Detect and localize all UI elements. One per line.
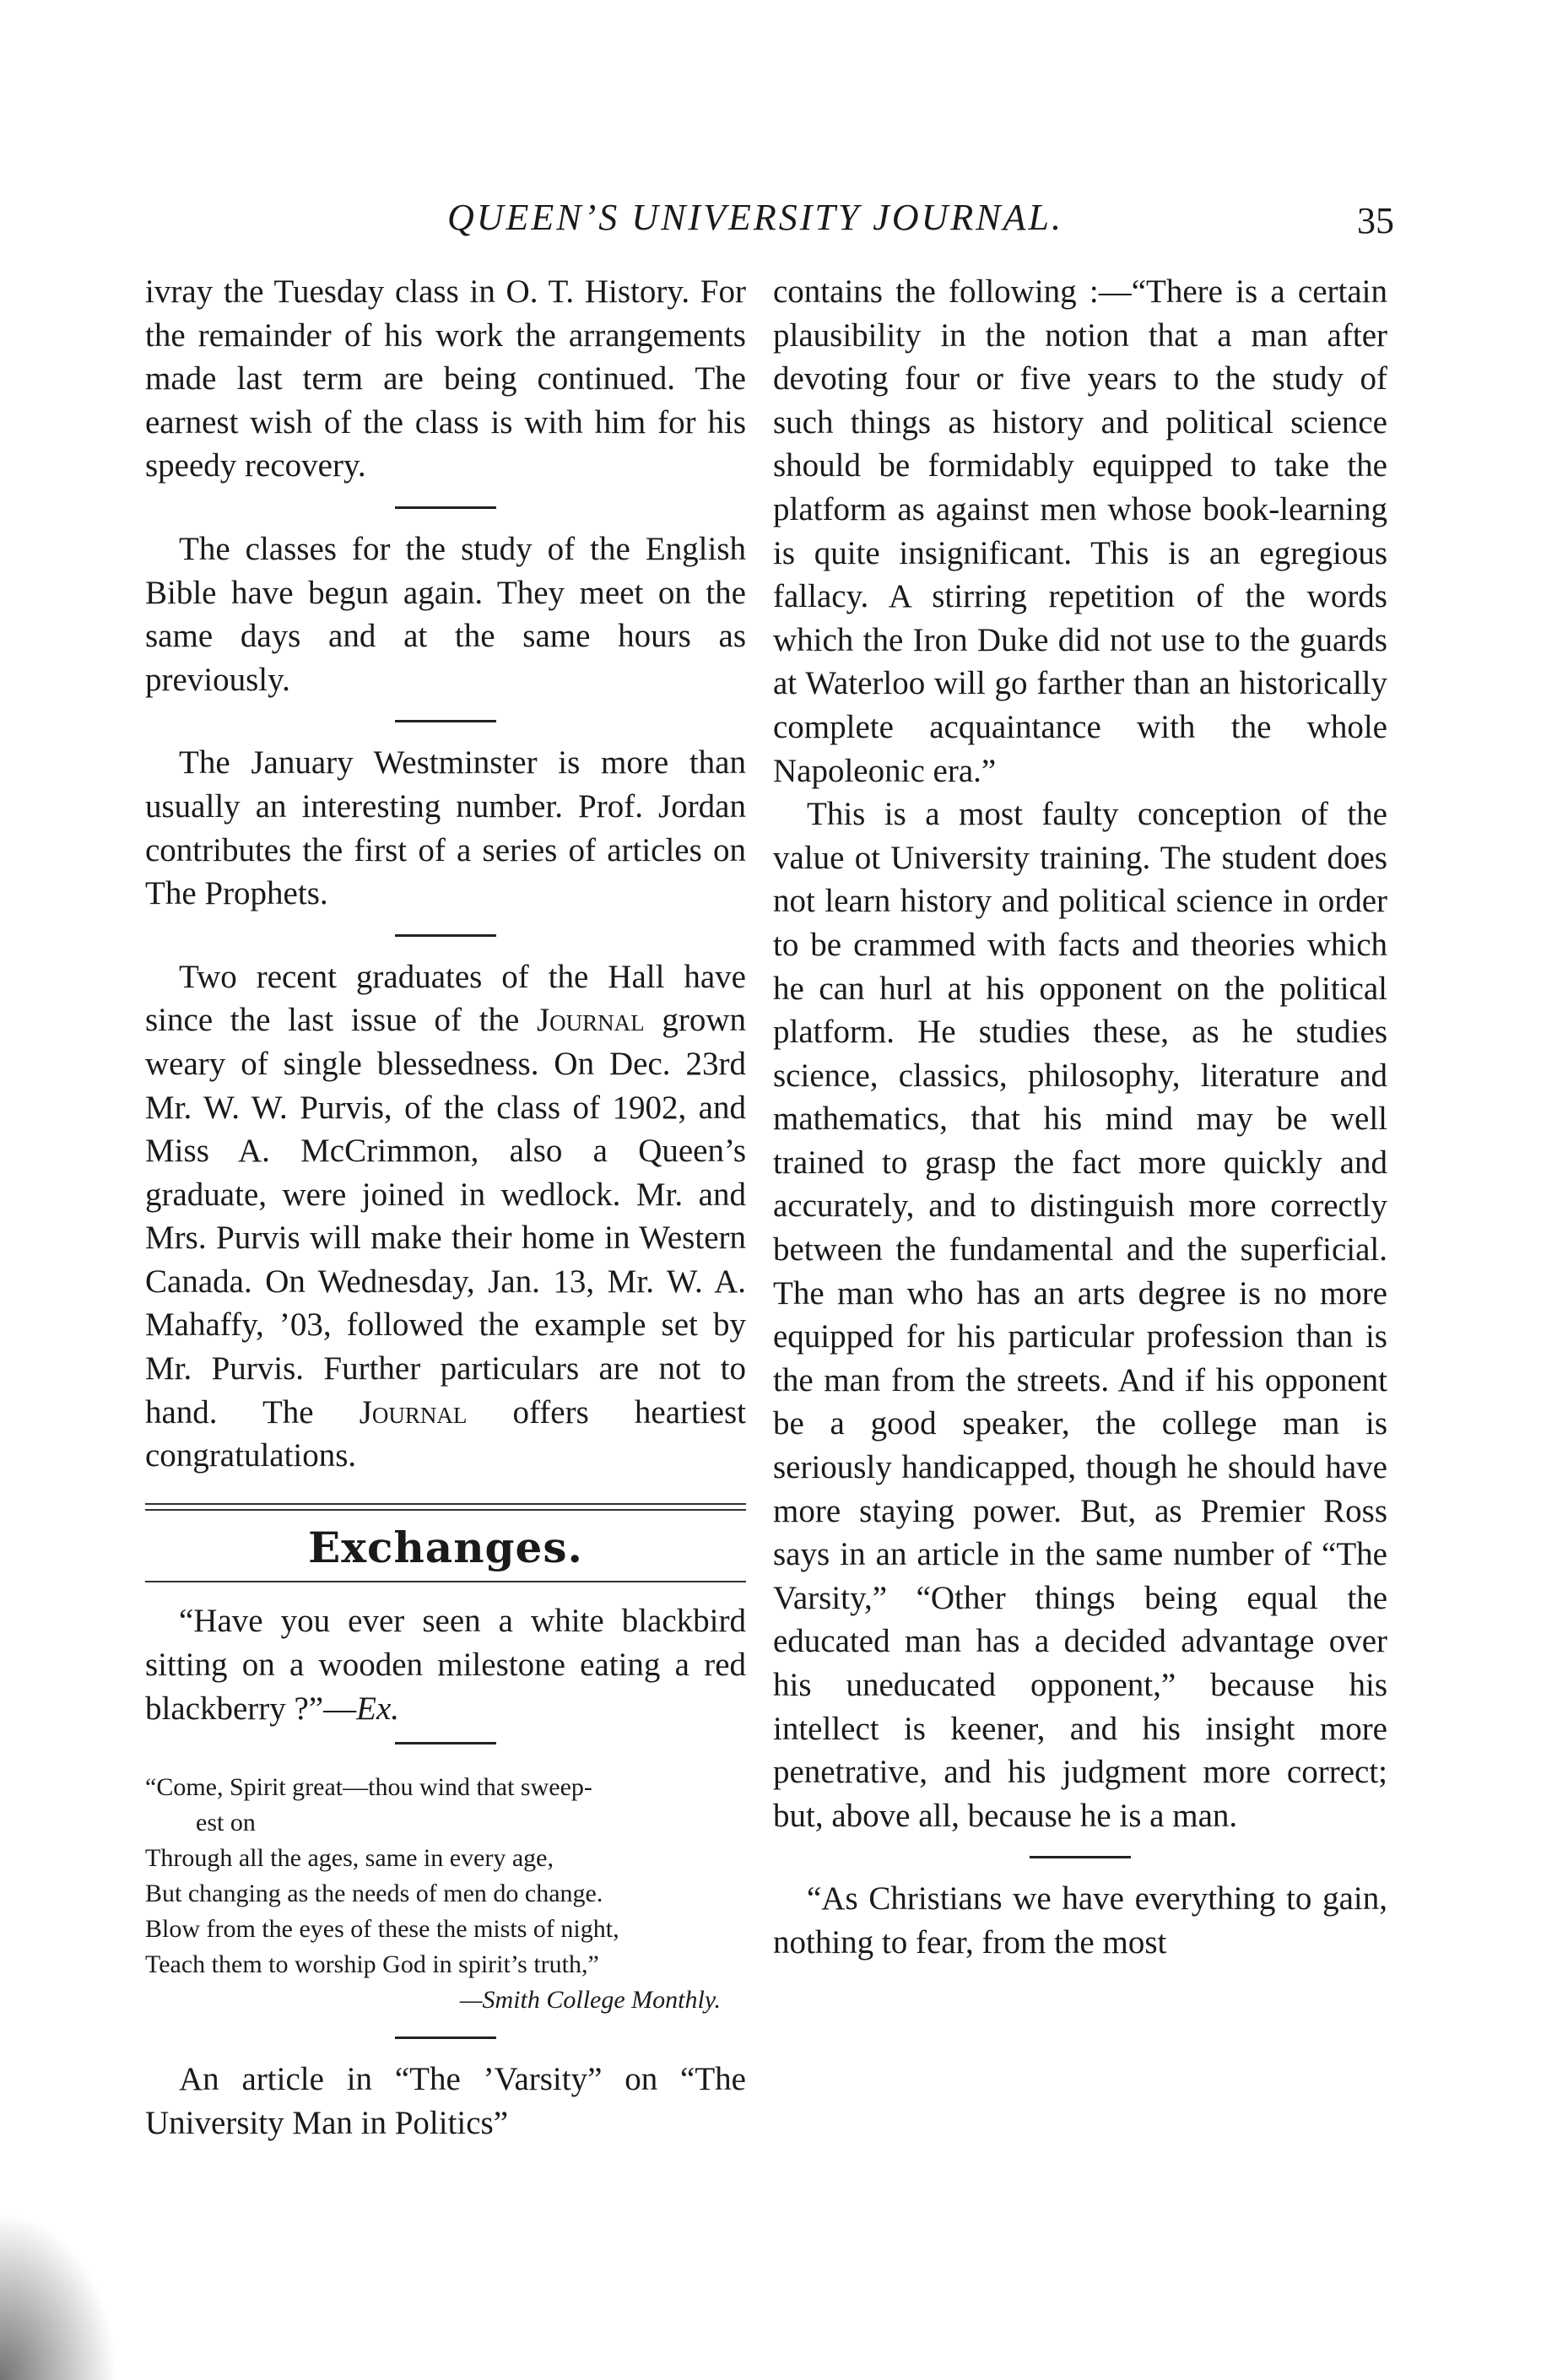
- divider-rule: [395, 506, 496, 509]
- paragraph-varsity-article: An article in “The ’Varsity” on “The University Man in Politics”: [145, 2061, 746, 2141]
- scan-smudge: [0, 2211, 118, 2380]
- poem-block: [145, 1770, 746, 2018]
- divider-rule: [1030, 1856, 1131, 1858]
- journal-name: Journal: [537, 1002, 645, 1039]
- paragraph-class-notice: ivray the Tuesday class in O. T. History. For the remainder of his work the arrangements made last term are being continued. The earnest wish of the class is with him for his speedy recovery.: [145, 273, 746, 484]
- paragraph-christians: “As Christians we have everything to gain, nothing to fear, from the most: [773, 1880, 1387, 1961]
- paragraph-university-training: This is a most faulty conception of the value ot University training. The student does not learn history and political science in order to be crammed with facts and theories which he can hurl at his opponent on the political platform. He studies these, as he studies science, classics, philosophy, literature and mathematics, that his mind may be well trained to grasp the fact more quickly and accurately, and to distinguish more correctly between the fundamental and the superficial. The man who has an arts degree is no more equipped for his particular profession than is the man from the streets. And if his opponent be a good speaker, the college man is seriously handicapped, though he should have more staying power. But, as Premier Ross says in an article in the same number of “The Varsity,” “Other things being equal the educated man has a decided advantage over his uneducated opponent,” because his intellect is keener, and his insight more penetrative, and his judgment more correct; but, above all, because he is a man.: [773, 796, 1387, 1834]
- section-title-exchanges: Exchanges.: [308, 1522, 583, 1572]
- poem-line: Through all the ages, same in every age,: [145, 1844, 554, 1873]
- divider-rule: [395, 2037, 496, 2039]
- journal-name: Journal: [359, 1393, 468, 1431]
- left-column: [145, 270, 746, 2145]
- poem-attribution: —Smith College Monthly.: [459, 1986, 721, 2015]
- paragraph-bible-classes: The classes for the study of the English Bible have begun again. They meet on the same days and at the same hours as previously.: [145, 530, 746, 698]
- divider-rule: [395, 934, 496, 937]
- poem-line: est on: [196, 1809, 256, 1837]
- section-double-rule: [145, 1503, 746, 1511]
- paragraph-westminster: The January Westminster is more than usually an interesting number. Prof. Jordan contributes the first of a series of articles on The Prophets.: [145, 744, 746, 912]
- paragraph-quotation: contains the following :—“There is a certain plausibility in the notion that a man after devoting four or five years to the study of such things as history and political science should be formidably equipped to take the platform as against men whose book-learning is quite insignificant. This is an egregious fallacy. A stirring repetition of the words which the Iron Duke did not use to the guards at Waterloo will go farther than an historically complete acquaintance with the whole Napoleonic era.”: [773, 273, 1387, 789]
- paragraph-graduates-wedding: Two recent graduates of the Hall have since the last issue of the Journal grown weary of single blessedness. On Dec. 23rd Mr. W. W. Purvis, of the class of 1902, and Miss A. McCrimmon, also a Queen’s graduate, were joined in wedlock. Mr. and Mrs. Purvis will make their home in Western Canada. On Wednesday, Jan. 13, Mr. W. A. Mahaffy, ’03, followed the example set by Mr. Purvis. Further particulars are not to hand. The Journal offers heartiest congratulations.: [145, 958, 746, 1474]
- exchange-source: Ex.: [356, 1690, 400, 1727]
- poem-line: “Come, Spirit great—thou wind that sweep-: [145, 1773, 592, 1802]
- running-title: QUEEN’S UNIVERSITY JOURNAL.: [447, 197, 1063, 238]
- divider-rule: [395, 1742, 496, 1744]
- section-rule: [145, 1581, 746, 1582]
- page-number: 35: [1357, 200, 1394, 241]
- divider-rule: [395, 720, 496, 722]
- exchange-blackbird: “Have you ever seen a white blackbird sitting on a wooden milestone eating a red blackberry ?”—Ex.: [145, 1603, 746, 1727]
- poem-line: But changing as the needs of men do change.: [145, 1880, 603, 1908]
- poem-line: Teach them to worship God in spirit’s truth,”: [145, 1950, 599, 1979]
- right-column: [773, 270, 1387, 1965]
- poem-line: Blow from the eyes of these the mists of night,: [145, 1915, 619, 1944]
- page-header: [0, 196, 1541, 246]
